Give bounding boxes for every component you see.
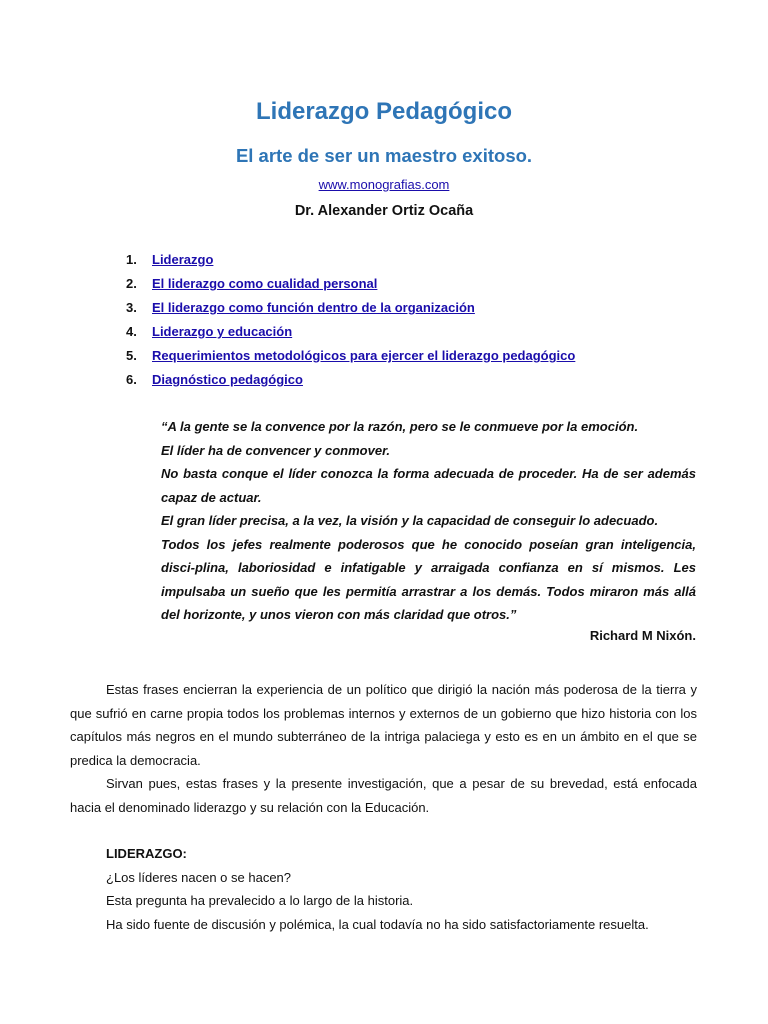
section-heading: LIDERAZGO: [106,846,187,861]
toc-number: 6. [126,372,137,387]
section-liderazgo [106,842,706,936]
table-of-contents [126,252,575,396]
toc-number: 5. [126,348,137,363]
toc-link[interactable]: Requerimientos metodológicos para ejercer el liderazgo pedagógico [152,348,576,363]
toc-link[interactable]: El liderazgo como función dentro de la organización [152,300,475,315]
document-title: Liderazgo Pedagógico [255,98,513,125]
toc-item [126,252,575,276]
toc-item [126,372,575,396]
toc-number: 2. [126,276,137,291]
toc-link[interactable]: Liderazgo [152,252,214,267]
toc-link[interactable]: El liderazgo como cualidad personal [152,276,378,291]
toc-link[interactable]: Liderazgo y educación [152,324,293,339]
quote-line: No basta conque el líder conozca la forma adecuada de proceder. Ha de ser además capaz de actuar. [161,466,696,505]
quote-line: Todos los jefes realmente poderosos que he conocido poseían gran inteligencia, disci-plina, laboriosidad e infatigable y arraigada confianza en sí mismos. Les impulsaba un sueño que les permitía arrastrar a los demás. Todos miraron más allá del horizonte, y unos vieron con más claridad que otros.” [161,536,696,622]
toc-number: 4. [126,324,137,339]
toc-item [126,276,575,300]
author-name: Dr. Alexander Ortiz Ocaña [294,203,474,219]
toc-item [126,324,575,348]
quote-author: Richard M Nixón. [589,628,696,643]
section-line: Esta pregunta ha prevalecido a lo largo de la historia. [106,893,414,908]
quote-line: “A la gente se la convence por la razón, pero se le conmueve por la emoción. [161,419,639,434]
toc-item [126,348,575,372]
epigraph-quote [161,415,696,627]
quote-line: El gran líder precisa, a la vez, la visión y la capacidad de conseguir lo adecuado. [161,513,659,528]
toc-number: 3. [126,300,137,315]
body-paragraph: Estas frases encierran la experiencia de un político que dirigió la nación más poderosa de la tierra y que sufrió en carne propia todos los problemas internos y externos de un gobierno que hizo historia con los capítulos más negros en el mundo subterráneo de la intriga palaciega y esto es en un ámbito en el que se predica la democracia. [70,682,697,768]
body-text [70,678,697,819]
toc-number: 1. [126,252,137,267]
quote-line: El líder ha de convencer y conmover. [161,442,391,458]
document-subtitle: El arte de ser un maestro exitoso. [235,145,533,166]
site-link[interactable]: www.monografias.com [318,177,450,192]
section-line: ¿Los líderes nacen o se hacen? [106,869,292,885]
toc-link[interactable]: Diagnóstico pedagógico [152,372,303,387]
section-line: Ha sido fuente de discusión y polémica, la cual todavía no ha sido satisfactoriamente resuelta. [106,916,649,932]
toc-item [126,300,575,324]
site-link-container [0,177,768,192]
body-paragraph: Sirvan pues, estas frases y la presente investigación, que a pesar de su brevedad, está enfocada hacia el denominado liderazgo y su relación con la Educación. [70,776,697,815]
